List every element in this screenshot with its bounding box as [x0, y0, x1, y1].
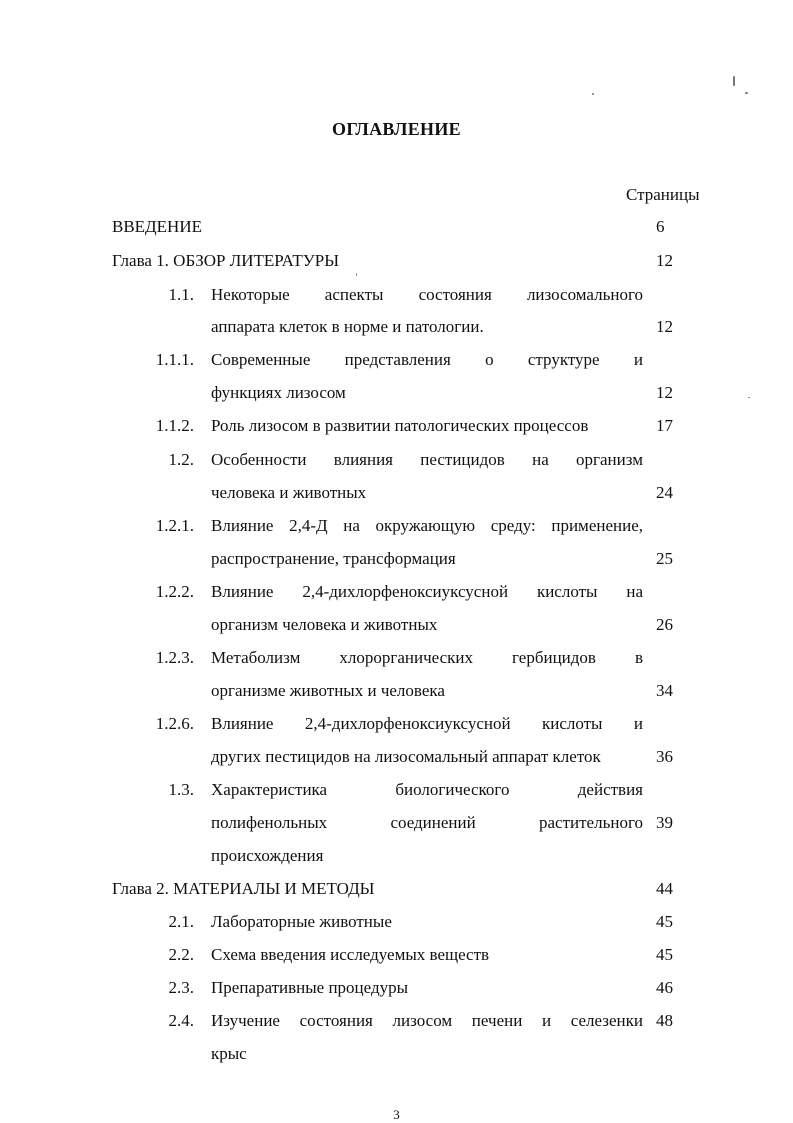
toc-entry-page: 24: [656, 483, 673, 502]
toc-entry-page: 36: [656, 747, 673, 766]
toc-entry-page: 45: [656, 912, 673, 931]
toc-entry-page: 6: [656, 217, 665, 236]
toc-entry-line: Характеристика биологического действия: [211, 780, 643, 799]
toc-entry-number: 1.2.2.: [155, 582, 194, 601]
toc-entry-line: Особенности влияния пестицидов на организм: [211, 450, 643, 469]
toc-entry-number: 2.1.: [168, 912, 194, 931]
toc-entry-page: 17: [656, 416, 673, 435]
toc-entry-line: Современные представления о структуре и: [211, 350, 643, 369]
toc-entry-line: человека и животных: [211, 483, 367, 502]
toc-entry-line: Влияние 2,4-дихлорфеноксиуксусной кислоты и: [211, 714, 643, 733]
toc-entry-title: Глава 1. ОБЗОР ЛИТЕРАТУРЫ: [112, 251, 340, 270]
toc-entry-page: 48: [656, 1011, 673, 1030]
page-title: ОГЛАВЛЕНИЕ: [332, 119, 461, 139]
toc-entry-line: Влияние 2,4-дихлорфеноксиуксусной кислоты на: [211, 582, 643, 601]
toc-entry-page: 12: [656, 317, 673, 336]
toc-entry-page: 26: [656, 615, 673, 634]
toc-entry-line: происхождения: [211, 846, 324, 865]
toc-entry-number: 1.2.: [168, 450, 194, 469]
toc-entry-line: функциях лизосом: [211, 383, 346, 402]
toc-entry-number: 2.4.: [168, 1011, 194, 1030]
toc-entry-line: Изучение состояния лизосом печени и селезенки: [211, 1011, 643, 1030]
toc-entry-line: Схема введения исследуемых веществ: [211, 945, 490, 964]
toc-entry-number: 2.2.: [168, 945, 194, 964]
toc-entry-page: 44: [656, 879, 673, 898]
toc-entry-line: Метаболизм хлорорганических гербицидов в: [211, 648, 643, 667]
toc-entry-title: Глава 2. МАТЕРИАЛЫ И МЕТОДЫ: [112, 879, 375, 898]
toc-entry-page: 45: [656, 945, 673, 964]
toc-entry-line: Препаративные процедуры: [211, 978, 409, 997]
toc-entry-line: аппарата клеток в норме и патологии.: [211, 317, 484, 336]
scan-speck: [356, 273, 357, 276]
toc-entry-line: Роль лизосом в развитии патологических процессов: [211, 416, 589, 435]
toc-entry-number: 1.2.3.: [155, 648, 194, 667]
toc-entry-number: 1.1.2.: [155, 416, 194, 435]
toc-entry-line: Некоторые аспекты состояния лизосомального: [211, 285, 643, 304]
toc-entry-number: 1.1.: [168, 285, 194, 304]
toc-entry-line: организм человека и животных: [211, 615, 438, 634]
scan-speck: [592, 93, 594, 95]
toc-entry-line: Лабораторные животные: [211, 912, 392, 931]
toc-entry-page: 25: [656, 549, 673, 568]
toc-entry-line: полифенольных соединений растительного: [211, 813, 643, 832]
scan-speck: [748, 397, 750, 398]
toc-entry-page: 12: [656, 251, 673, 270]
toc-entry-line: других пестицидов на лизосомальный аппарат клеток: [211, 747, 601, 766]
toc-entry-line: Влияние 2,4-Д на окружающую среду: применение,: [211, 516, 643, 535]
page-number: 3: [393, 1107, 400, 1122]
toc-entry-number: 2.3.: [168, 978, 194, 997]
toc-entry-number: 1.2.1.: [155, 516, 194, 535]
toc-entry-title: ВВЕДЕНИЕ: [112, 217, 202, 236]
toc-entry-page: 39: [656, 813, 673, 832]
toc-entry-page: 34: [656, 681, 673, 700]
toc-entry-number: 1.3.: [168, 780, 194, 799]
scan-speck: [733, 76, 735, 86]
pages-column-label: Страницы: [626, 185, 700, 204]
toc-entry-line: распространение, трансформация: [211, 549, 456, 568]
toc-entry-line: организме животных и человека: [211, 681, 445, 700]
toc-entry-line: крыс: [211, 1044, 247, 1063]
toc-entry-number: 1.1.1.: [155, 350, 194, 369]
toc-entry-number: 1.2.6.: [155, 714, 194, 733]
toc-entry-page: 46: [656, 978, 673, 997]
scan-speck: [745, 92, 748, 94]
toc-entry-page: 12: [656, 383, 673, 402]
